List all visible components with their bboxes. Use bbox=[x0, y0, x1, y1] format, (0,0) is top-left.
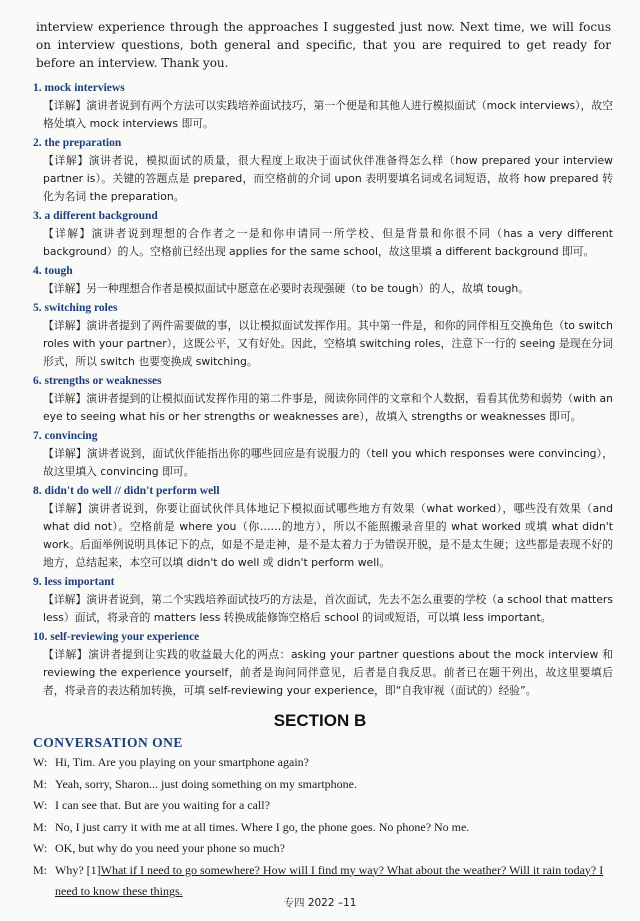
answer-explanation: 【详解】演讲者说到有两个方法可以实践培养面试技巧，第一个便是和其他人进行模拟面试（mock interviews），故空格处填入 mock interviews 即可。 bbox=[43, 99, 613, 130]
answer-item bbox=[33, 428, 613, 481]
answer-item bbox=[33, 629, 613, 700]
section-heading: SECTION B bbox=[273, 711, 367, 730]
answer-explanation: 【详解】演讲者说到，第二个实践培养面试技巧的方法是，首次面试，先去不怎么重要的学校（a school that matters less）面试，将录音的 matters less 转换成能修饰空格后 school 的词或短语，可以填 less important。 bbox=[43, 593, 613, 624]
answer-text: strengths or weaknesses bbox=[44, 375, 162, 387]
answer-item bbox=[33, 208, 613, 261]
answer-text: tough bbox=[44, 265, 73, 277]
answer-text: didn't do well // didn't perform well bbox=[44, 485, 220, 497]
dialog-line bbox=[33, 774, 613, 796]
answer-title bbox=[33, 373, 613, 390]
answer-item bbox=[33, 263, 613, 298]
speaker-label: M: bbox=[33, 776, 48, 791]
answer-number: 4. bbox=[33, 265, 42, 277]
dialog-text: OK, but why do you need your phone so much? bbox=[55, 841, 285, 855]
answer-explanation: 【详解】演讲者说到，你要让面试伙伴具体地记下模拟面试哪些地方有效果（what worked），哪些没有效果（and what did not）。空格前是 where you（你……的地方），所以不能照搬录音里的 what worked 或填 what didn't work。后面举例说明具体记下的点，如是不是走神，是不是太着力于为错误开脱，是不是太生硬；这些都是表现不好的地方，总结起来，本空可以填 didn't do well 或 didn't perform well。 bbox=[43, 502, 613, 569]
answer-explanation: 【详解】演讲者提到的让模拟面试发挥作用的第二件事是，阅读你同伴的文章和个人数据，看看其优势和弱势（with an eye to seeing what his or her strengths or weaknesses are），故填入 strengths or weaknesses 即可。 bbox=[43, 392, 613, 423]
underlined-answer-text: What if I need to go somewhere? How will I find my way? What about the weather? Will it rain today? I need to know these things. bbox=[55, 862, 604, 898]
dialog-transcript bbox=[33, 752, 613, 903]
answer-item bbox=[33, 574, 613, 627]
answer-item bbox=[33, 135, 613, 206]
answer-title bbox=[33, 483, 613, 500]
answer-number: 5. bbox=[33, 302, 42, 314]
answer-text: the preparation bbox=[44, 137, 122, 149]
speaker-label: M: bbox=[33, 862, 48, 877]
answer-explanation: 【详解】演讲者说到，面试伙伴能指出你的哪些回应是有说服力的（tell you which responses were convincing），故这里填入 convincing 即可。 bbox=[43, 447, 613, 478]
answer-title bbox=[33, 629, 613, 646]
dialog-line bbox=[33, 817, 613, 839]
answer-number: 10. bbox=[33, 631, 48, 643]
answer-explanation: 【详解】演讲者说，模拟面试的质量，很大程度上取决于面试伙伴准备得怎么样（how prepared your interview partner is）。关键的答题点是 prepared，而空格前的介词 upon 表明要填名词或名词短语，故将 how prepared 转化为名词 the preparation。 bbox=[43, 154, 613, 203]
answer-number: 9. bbox=[33, 576, 42, 588]
answer-number: 6. bbox=[33, 375, 42, 387]
answer-text: mock interviews bbox=[44, 82, 125, 94]
answer-item bbox=[33, 300, 613, 371]
answer-item bbox=[33, 373, 613, 426]
answer-explanation: 【详解】演讲者提到了两件需要做的事，以让模拟面试发挥作用。其中第一件是，和你的同伴相互交换角色（to switch roles with your partner），这既公平，又有好处。因此，空格填 switching roles，注意下一行的 seeing 是现在分词形式，所以 switch 也要变换成 switching。 bbox=[43, 319, 613, 368]
answer-title bbox=[33, 135, 613, 152]
answer-title bbox=[33, 263, 613, 280]
answer-explanation: 【详解】另一种理想合作者是模拟面试中愿意在必要时表现强硬（to be tough）的人，故填 tough。 bbox=[43, 282, 530, 295]
answer-title bbox=[33, 574, 613, 591]
dialog-text: Yeah, sorry, Sharon... just doing something on my smartphone. bbox=[55, 776, 357, 791]
answer-text: switching roles bbox=[44, 302, 118, 314]
dialog-text: Why? [1]What if I need to go somewhere? How will I find my way? What about the weather? Will it rain today? I need to know these things. bbox=[55, 862, 604, 898]
answer-title bbox=[33, 428, 613, 445]
dialog-text: Hi, Tim. Are you playing on your smartphone again? bbox=[55, 755, 309, 769]
answer-number: 1. bbox=[33, 82, 42, 94]
answer-explanation: 【详解】演讲者提到让实践的收益最大化的两点：asking your partner questions about the mock interview 和 reviewing the experience yourself，前者是询问同伴意见，后者是自我反思。前者已在题干列出，故这里要填后者，将录音的表达稍加转换，可填 self-reviewing your experience，即“自我审视（面试的）经验”。 bbox=[43, 648, 613, 697]
intro-paragraph: interview experience through the approaches I suggested just now. Next time, we will focus on interview questions, both general and specific, that you are required to get ready for before an interview. Thank you. bbox=[36, 20, 611, 70]
dialog-line bbox=[33, 795, 613, 817]
answer-title bbox=[33, 80, 613, 97]
answer-title bbox=[33, 300, 613, 317]
dialog-line bbox=[33, 838, 613, 860]
answer-explanation: 【详解】演讲者说到理想的合作者之一是和你申请同一所学校、但是背景和你很不同（has a very different background）的人。空格前已经出现 applies for the same school，故这里填 a different background 即可。 bbox=[43, 227, 613, 258]
answer-text: self-reviewing your experience bbox=[50, 631, 200, 643]
speaker-label: W: bbox=[33, 798, 48, 812]
speaker-label: W: bbox=[33, 841, 48, 855]
answer-text: less important bbox=[44, 576, 115, 588]
dialog-line bbox=[33, 752, 613, 774]
answer-number: 2. bbox=[33, 137, 42, 149]
answer-number: 7. bbox=[33, 430, 42, 442]
answer-number: 3. bbox=[33, 210, 42, 222]
conversation-title: CONVERSATION ONE bbox=[33, 735, 183, 750]
dialog-text: No, I just carry it with me at all times. Where I go, the phone goes. No phone? No me. bbox=[55, 819, 470, 834]
answer-number: 8. bbox=[33, 485, 42, 497]
answer-list bbox=[33, 80, 613, 702]
page-footer: 专四 2022 –11 bbox=[283, 897, 357, 909]
answer-text: convincing bbox=[44, 430, 98, 442]
dialog-text: I can see that. But are you waiting for a call? bbox=[55, 798, 270, 812]
speaker-label: W: bbox=[33, 755, 48, 769]
speaker-label: M: bbox=[33, 819, 48, 834]
answer-text: a different background bbox=[44, 210, 158, 222]
answer-item bbox=[33, 80, 613, 133]
answer-title bbox=[33, 208, 613, 225]
answer-item bbox=[33, 483, 613, 572]
